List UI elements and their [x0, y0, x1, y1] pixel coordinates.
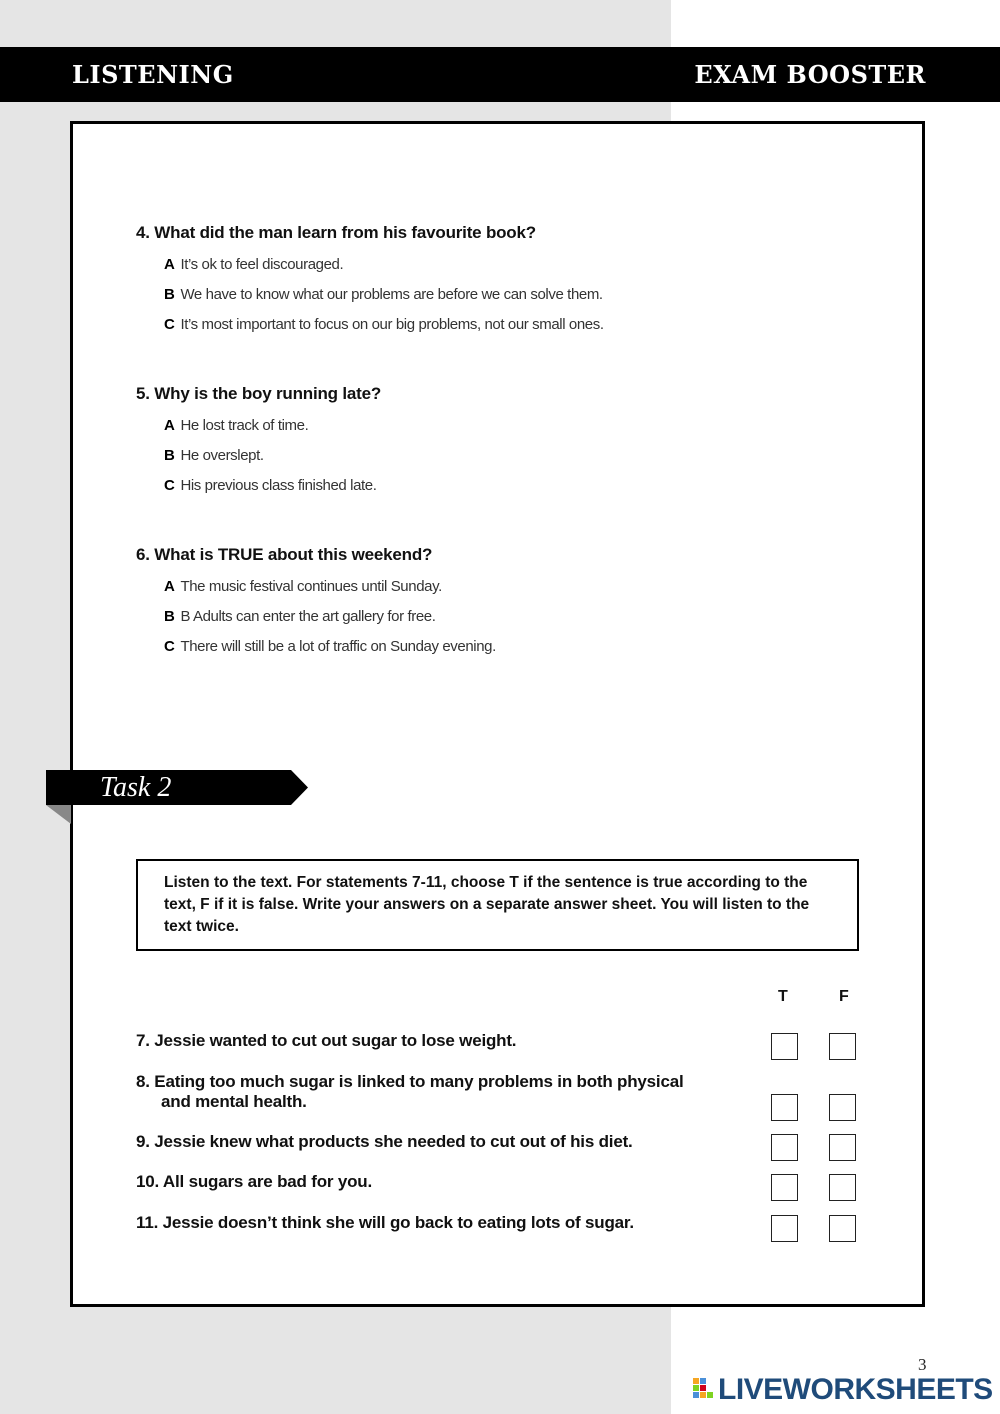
statement-10: 10. All sugars are bad for you. [136, 1172, 372, 1191]
statement-7-false-checkbox[interactable] [829, 1033, 856, 1060]
task-ribbon-shape [46, 770, 308, 825]
false-column-header: F [839, 988, 849, 1005]
task-title: Task 2 [100, 772, 172, 803]
statement-9-false-checkbox[interactable] [829, 1134, 856, 1161]
statement-11-false-checkbox[interactable] [829, 1215, 856, 1242]
instructions-text: Listen to the text. For statements 7-11, choose T if the sentence is true according to the text, F if it is false. Write your answers on a separate answer sheet. You will listen to the text twice. [164, 874, 810, 935]
statement-10-false-checkbox[interactable] [829, 1174, 856, 1201]
page-number: 3 [918, 1355, 927, 1374]
option-a[interactable]: A It’s ok to feel discouraged. [164, 256, 344, 273]
statement-8-line-2: and mental health. [161, 1092, 307, 1111]
true-column-header: T [778, 988, 788, 1005]
header-book-title: EXAM BOOSTER [694, 60, 926, 89]
question-5 [136, 384, 381, 404]
liveworksheets-logo[interactable] [693, 1374, 993, 1406]
question-title: 6. What is TRUE about this weekend? [136, 545, 433, 564]
question-6 [136, 545, 432, 565]
question-title: 5. Why is the boy running late? [136, 384, 382, 403]
question-4 [136, 223, 536, 243]
statement-11: 11. Jessie doesn’t think she will go back to eating lots of sugar. [136, 1213, 634, 1232]
statement-10-true-checkbox[interactable] [771, 1174, 798, 1201]
header-bar [0, 47, 1000, 102]
liveworksheets-logo-text: LIVEWORKSHEETS [718, 1373, 993, 1406]
task-banner [46, 770, 308, 805]
statement-8-true-checkbox[interactable] [771, 1094, 798, 1121]
option-b[interactable]: B We have to know what our problems are before we can solve them. [164, 286, 603, 303]
option-b[interactable]: B B Adults can enter the art gallery for free. [164, 608, 436, 625]
header-section-title: LISTENING [72, 60, 234, 89]
liveworksheets-logo-icon [693, 1378, 715, 1402]
instructions-box [136, 859, 859, 951]
option-a[interactable]: A The music festival continues until Sunday. [164, 578, 442, 595]
statement-7-true-checkbox[interactable] [771, 1033, 798, 1060]
question-title: 4. What did the man learn from his favourite book? [136, 223, 536, 242]
option-b[interactable]: B He overslept. [164, 447, 264, 464]
statement-11-true-checkbox[interactable] [771, 1215, 798, 1242]
statement-8 [136, 1072, 684, 1112]
statement-9: 9. Jessie knew what products she needed to cut out of his diet. [136, 1132, 633, 1151]
statement-8-line-1: 8. Eating too much sugar is linked to many problems in both physical [136, 1072, 684, 1091]
option-c[interactable]: C His previous class finished late. [164, 477, 377, 494]
option-c[interactable]: C There will still be a lot of traffic on Sunday evening. [164, 638, 496, 655]
option-c[interactable]: C It’s most important to focus on our big problems, not our small ones. [164, 316, 604, 333]
statement-7: 7. Jessie wanted to cut out sugar to lose weight. [136, 1031, 517, 1050]
option-a[interactable]: A He lost track of time. [164, 417, 309, 434]
statement-8-false-checkbox[interactable] [829, 1094, 856, 1121]
statement-9-true-checkbox[interactable] [771, 1134, 798, 1161]
